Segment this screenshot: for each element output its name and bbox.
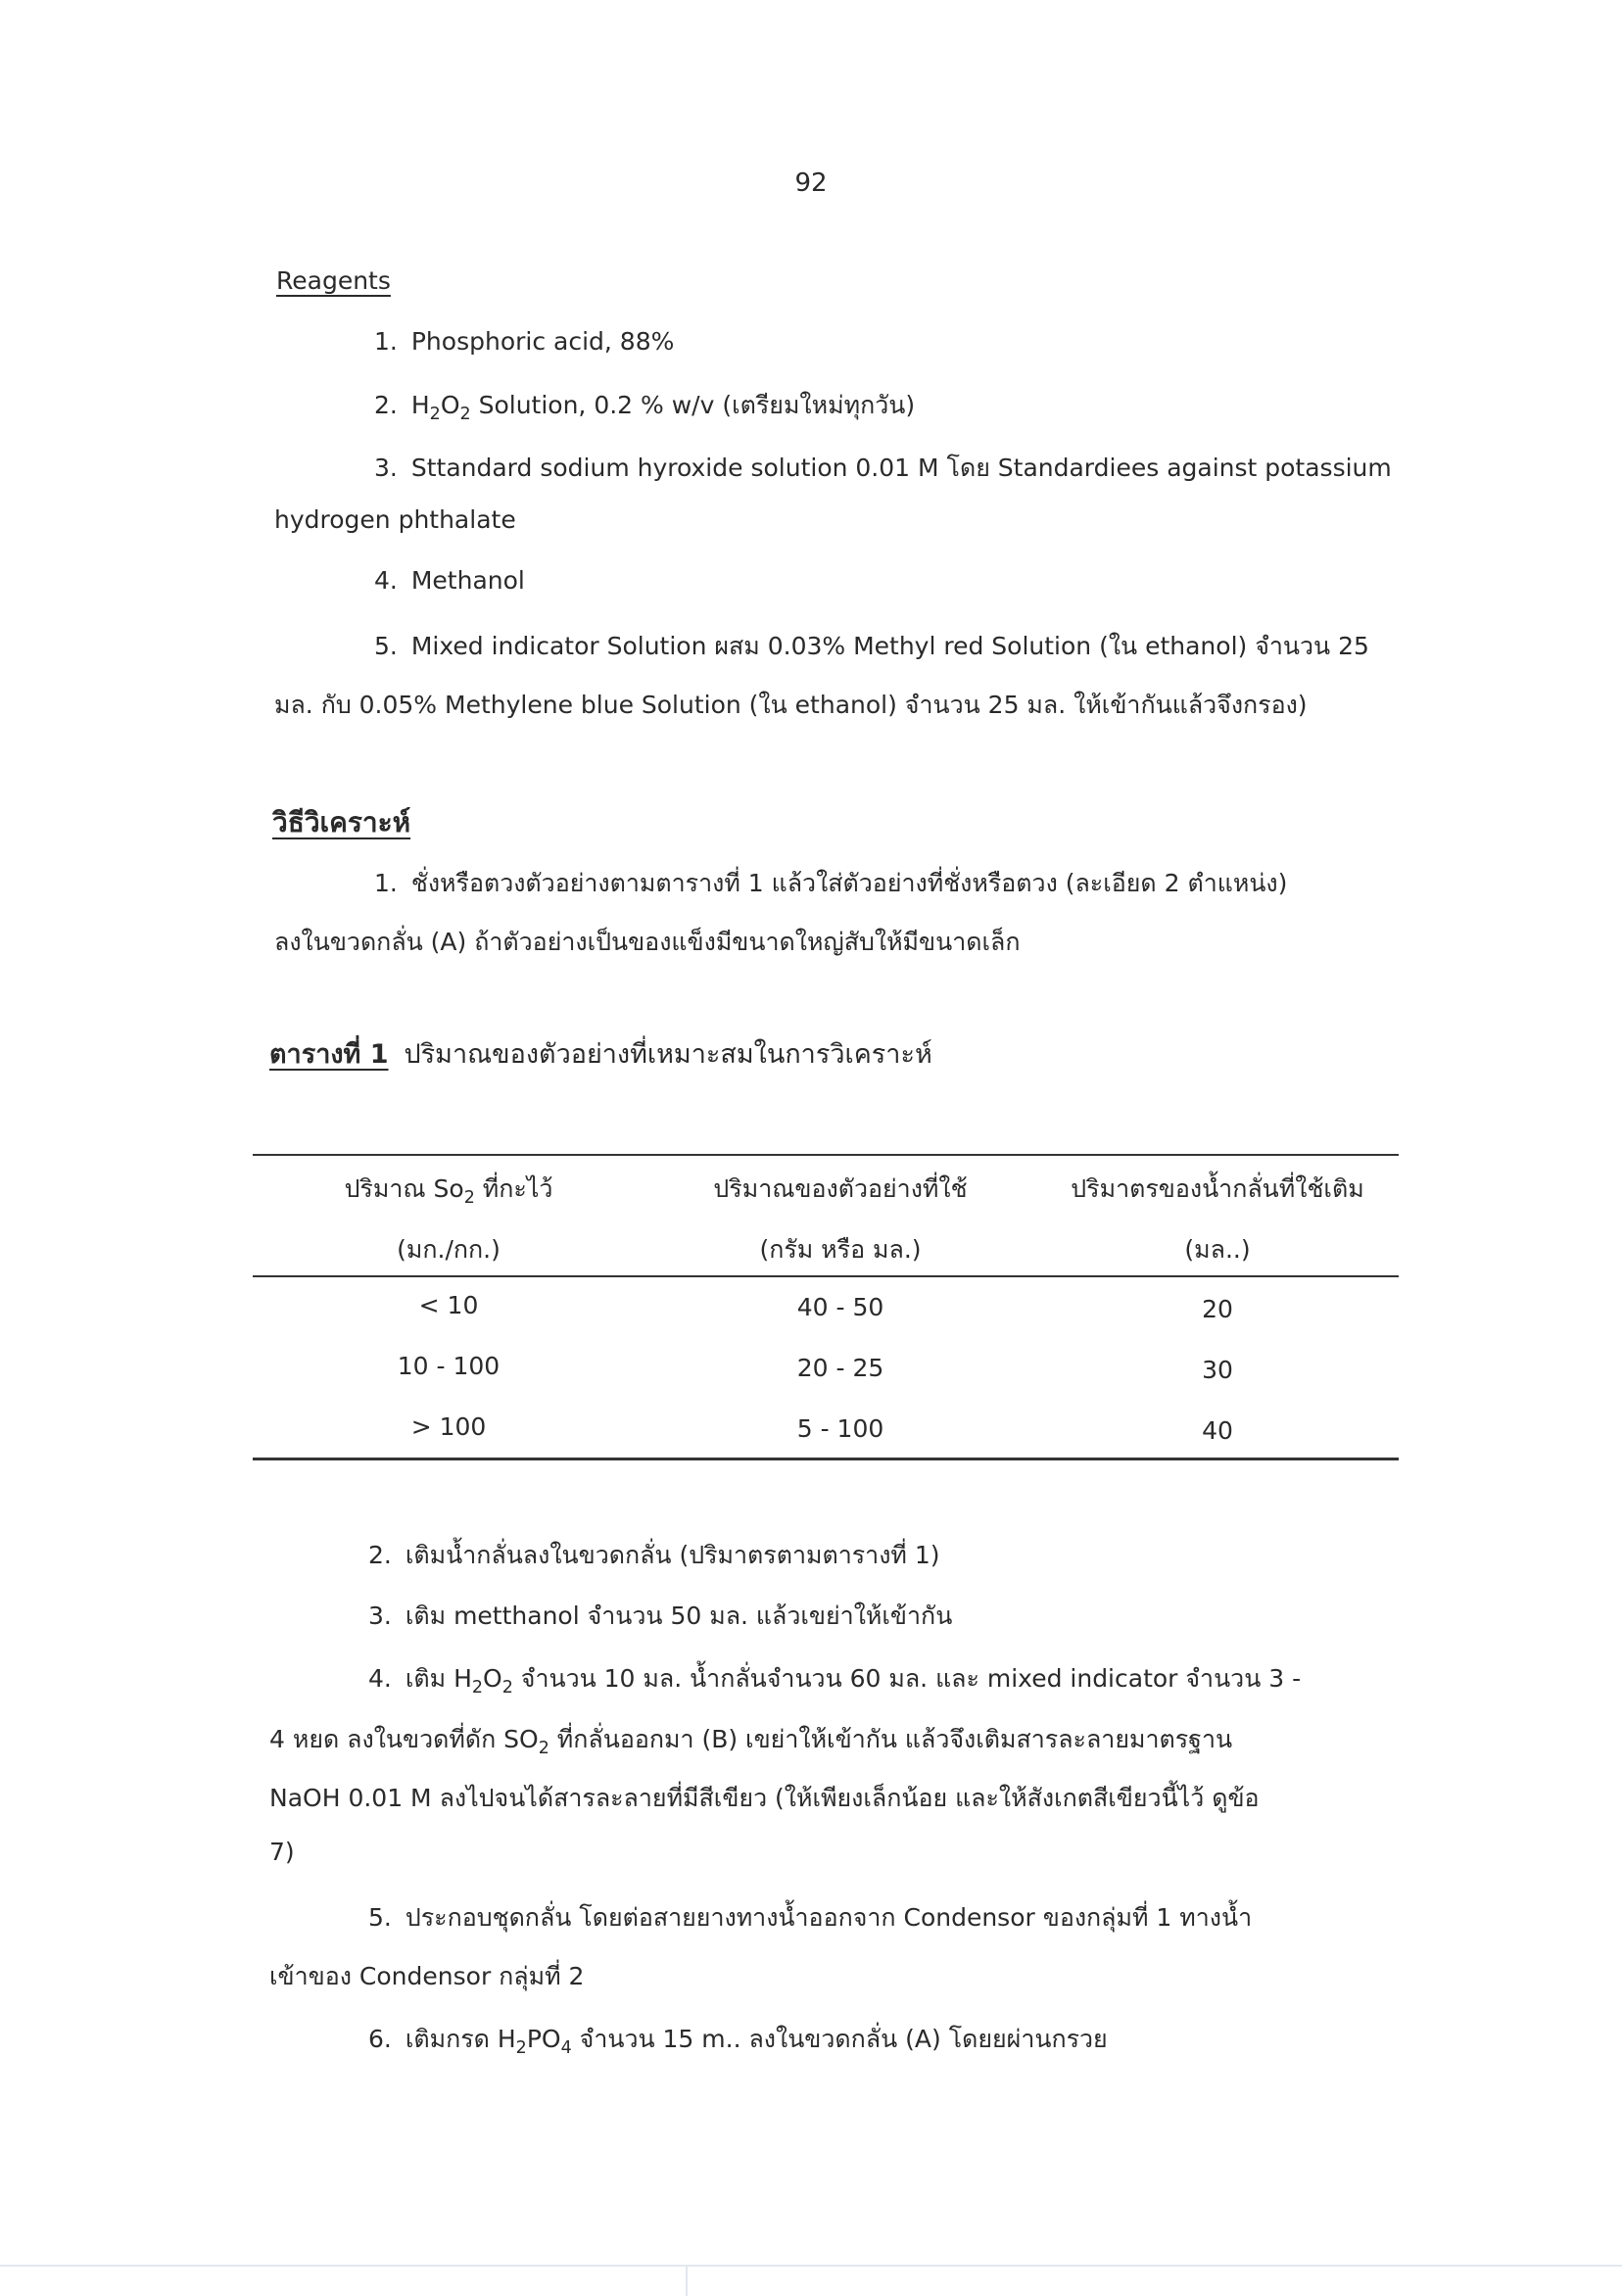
- table-caption: [269, 1032, 932, 1075]
- table-header-so2: [253, 1170, 644, 1209]
- reagent-item-5-continuation: มล. กับ 0.05% Methylene blue Solution (ใน ethanol) จำนวน 25 มล. ให้เข้ากันแล้วจึงกรอง): [274, 691, 1308, 719]
- step-text: เติม metthanol จำนวน 50 มล. แล้วเขย่าให้เข้ากัน: [405, 1602, 953, 1630]
- table-cell: 20 - 25: [796, 1354, 884, 1382]
- scan-edge-divider: [686, 2267, 688, 2296]
- table-header-unit: (กรัม หรือ มล.): [759, 1235, 922, 1264]
- table-cell: 30: [1202, 1356, 1233, 1384]
- method-step-1-continuation: ลงในขวดกลั่น (A) ถ้าตัวอย่างเป็นของแข็งมีขนาดใหญ่สับให้มีขนาดเล็ก: [274, 928, 1021, 956]
- subscript: 2: [501, 1678, 513, 1698]
- method-step-5: [368, 1898, 1252, 1937]
- table-cell: 10 - 100: [397, 1352, 501, 1380]
- method-step-2: [368, 1536, 940, 1575]
- item-text: Solution, 0.2 % w/v (เตรียมใหม่ทุกวัน): [470, 391, 916, 419]
- item-number: 5.: [374, 632, 398, 660]
- step-text: O: [483, 1664, 502, 1693]
- table-cell: 40 - 50: [796, 1293, 884, 1321]
- subscript: 2: [459, 405, 471, 425]
- reagent-item-2: [374, 386, 915, 425]
- scan-edge-line: [0, 2265, 1622, 2296]
- table-header-sample: ปริมาณของตัวอย่างที่ใช้: [713, 1174, 968, 1203]
- step-text: จำนวน 10 มล. น้ำกลั่นจำนวน 60 มล. และ mixed indicator จำนวน 3 -: [512, 1664, 1302, 1693]
- table-label: ตารางที่ 1: [269, 1039, 389, 1070]
- method-step-4-line-2: [269, 1720, 1232, 1759]
- header-text: ที่กะไว้: [474, 1174, 553, 1203]
- item-text: Phosphoric acid, 88%: [410, 327, 675, 356]
- reagent-item-5: [374, 627, 1369, 666]
- item-text: Methanol: [410, 566, 525, 595]
- reagent-item-1: [374, 327, 674, 356]
- step-text: เติม H: [405, 1664, 472, 1693]
- table-header-unit: (มก./กก.): [397, 1235, 501, 1264]
- table-cell: < 10: [418, 1291, 479, 1319]
- table-cell: > 100: [410, 1412, 487, 1441]
- table-cell: 20: [1202, 1295, 1233, 1323]
- method-step-4: [368, 1659, 1301, 1698]
- step-number: 2.: [368, 1541, 392, 1569]
- item-text: Mixed indicator Solution ผสม 0.03% Methyl red Solution (ใน ethanol) จำนวน 25: [410, 632, 1369, 660]
- step-text: เติมกรด H: [405, 2025, 516, 2053]
- reagents-heading: Reagents: [276, 266, 391, 295]
- item-text: Sttandard sodium hyroxide solution 0.01 M โดย Standardiees against potassium: [410, 454, 1392, 482]
- step-text: 4 หยด ลงในขวดที่ดัก SO: [269, 1725, 539, 1753]
- subscript: 2: [538, 1739, 549, 1759]
- step-number: 1.: [374, 869, 398, 897]
- method-step-3: [368, 1597, 952, 1636]
- table-cell: 5 - 100: [796, 1414, 884, 1443]
- item-number: 2.: [374, 391, 398, 419]
- item-number: 3.: [374, 454, 398, 482]
- method-step-4-line-3: NaOH 0.01 M ลงไปจนได้สารละลายที่มีสีเขียว (ให้เพียงเล็กน้อย และให้สังเกตสีเขียวนี้ไว้ ดูข้อ: [269, 1784, 1260, 1812]
- method-step-5-continuation: เข้าของ Condensor กลุ่มที่ 2: [269, 1962, 585, 1990]
- table-header-water: ปริมาตรของน้ำกลั่นที่ใช้เติม: [1071, 1174, 1364, 1203]
- subscript: 4: [560, 2038, 572, 2059]
- step-text: จำนวน 15 m.. ลงในขวดกลั่น (A) โดยยผ่านกรวย: [571, 2025, 1108, 2053]
- step-number: 6.: [368, 2025, 392, 2053]
- reagent-item-3-continuation: hydrogen phthalate: [274, 505, 516, 534]
- formula-text: O: [440, 391, 460, 419]
- step-number: 3.: [368, 1602, 392, 1630]
- subscript: 2: [471, 1678, 484, 1698]
- method-step-6: [368, 2020, 1108, 2059]
- table-top-rule: [253, 1154, 1399, 1156]
- step-text: ที่กลั่นออกมา (B) เขย่าให้เข้ากัน แล้วจึงเติมสารละลายมาตรฐาน: [549, 1725, 1233, 1753]
- table-header-unit: (มล..): [1184, 1235, 1251, 1264]
- step-text: ประกอบชุดกลั่น โดยต่อสายยางทางน้ำออกจาก Condensor ของกลุ่มที่ 1 ทางน้ำ: [405, 1903, 1253, 1932]
- table-title: ปริมาณของตัวอย่างที่เหมาะสมในการวิเคราะห์: [404, 1039, 932, 1070]
- item-number: 1.: [374, 327, 398, 356]
- table-bottom-rule: [253, 1458, 1399, 1460]
- method-step-4-line-4: 7): [269, 1838, 295, 1866]
- method-heading: วิธีวิเคราะห์: [272, 806, 411, 838]
- reagent-item-3: [374, 449, 1392, 488]
- step-number: 4.: [368, 1664, 392, 1693]
- step-text: เติมน้ำกลั่นลงในขวดกลั่น (ปริมาตรตามตารางที่ 1): [405, 1541, 940, 1569]
- step-text: PO: [526, 2025, 561, 2053]
- step-text: ชั่งหรือตวงตัวอย่างตามตารางที่ 1 แล้วใส่ตัวอย่างที่ชั่งหรือตวง (ละเอียด 2 ตำแหน่ง): [410, 869, 1288, 897]
- table-cell: 40: [1202, 1416, 1233, 1445]
- item-number: 4.: [374, 566, 398, 595]
- subscript: 2: [515, 2038, 527, 2059]
- table-header-rule: [253, 1275, 1399, 1277]
- method-step-1: [374, 864, 1287, 903]
- header-text: ปริมาณ So: [344, 1174, 464, 1203]
- reagent-item-4: [374, 566, 525, 595]
- subscript: 2: [463, 1188, 475, 1209]
- page-number: 92: [794, 168, 828, 198]
- formula-text: H: [410, 391, 430, 419]
- subscript: 2: [429, 405, 441, 425]
- step-number: 5.: [368, 1903, 392, 1932]
